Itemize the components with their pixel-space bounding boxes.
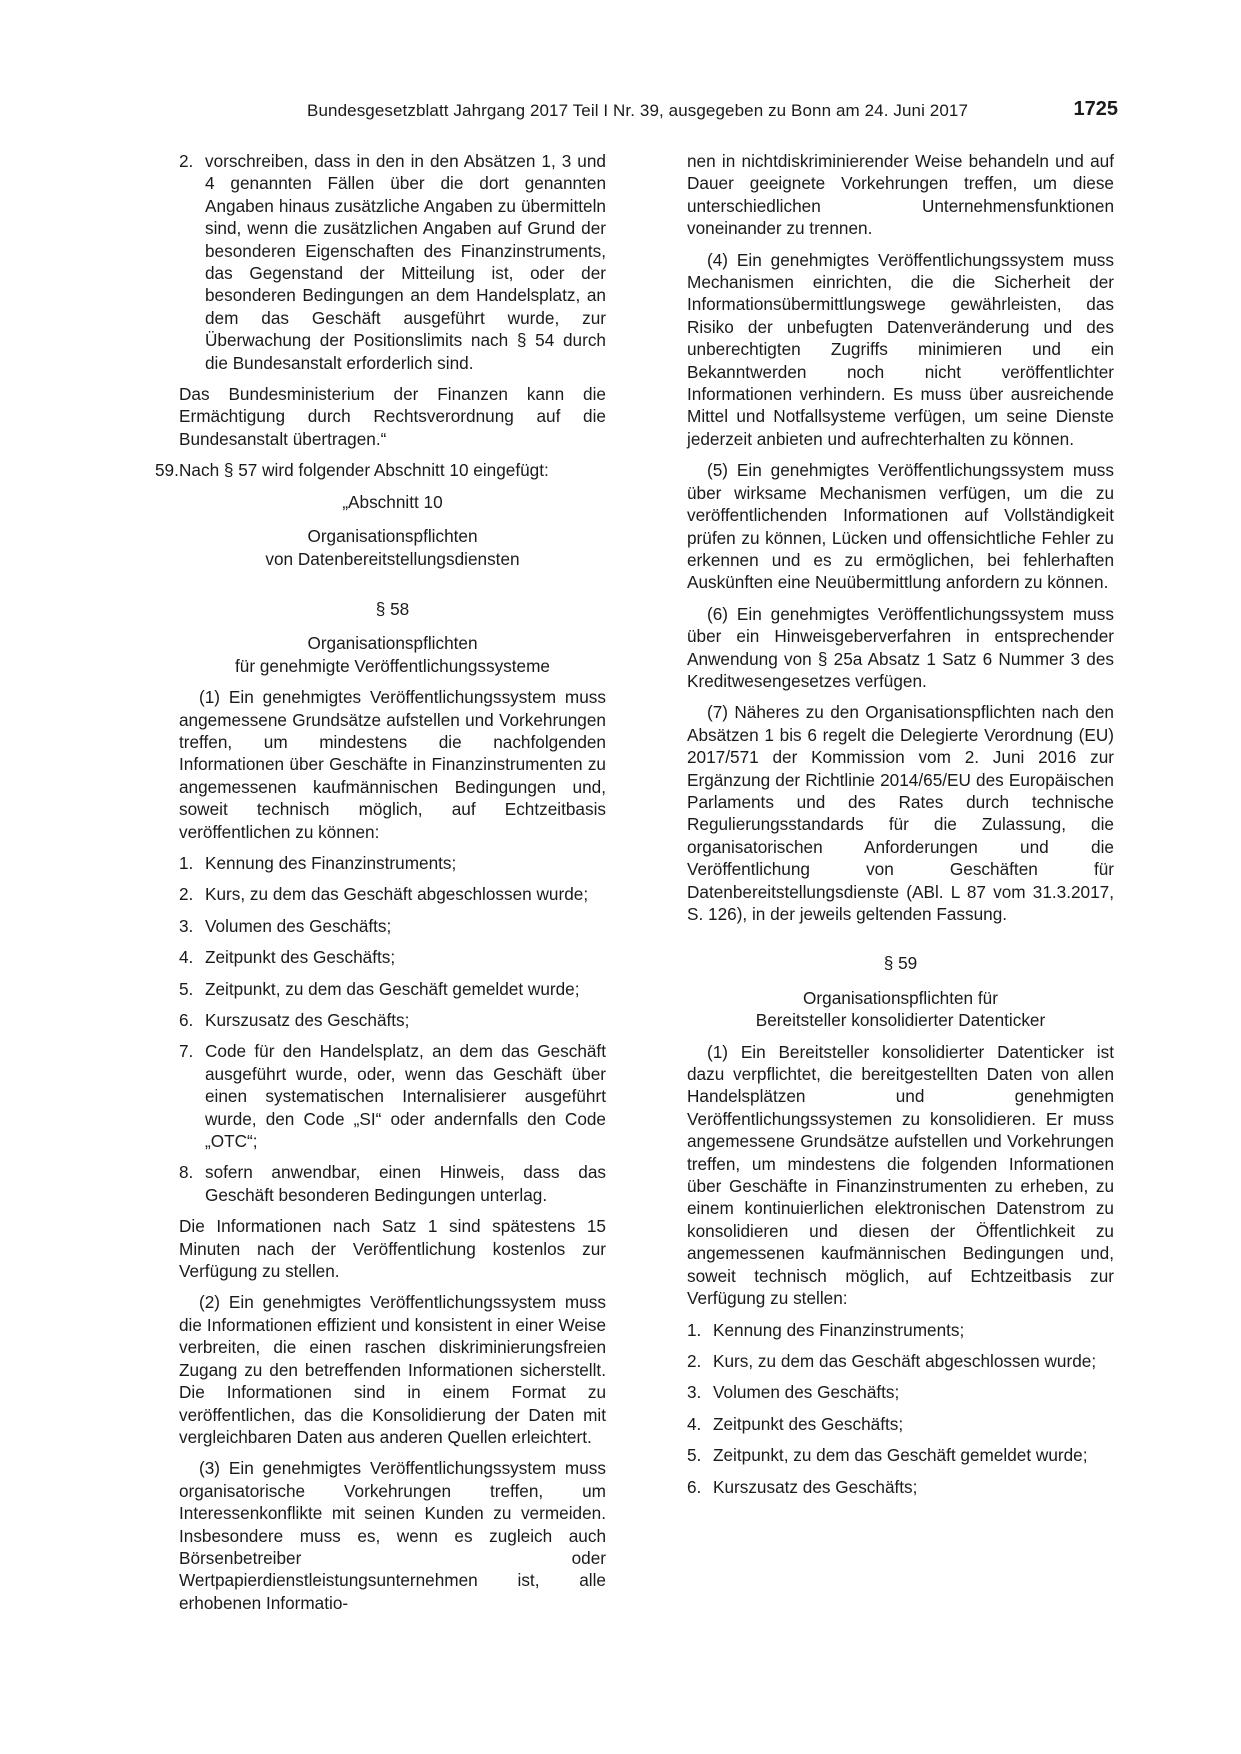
item-text: Zeitpunkt, zu dem das Geschäft gemeldet wurde;: [713, 1445, 1088, 1466]
page-number: 1725: [1073, 98, 1118, 120]
item-number: 7.: [179, 1041, 194, 1062]
item-number: 5.: [687, 1445, 702, 1466]
item-text: Code für den Handelsplatz, an dem das Geschäft ausgeführt wurde, oder, wenn das Geschäft über einen systematischen Internalisierer ausgeführt wurde, den Code „SI“ oder andernfalls den Code „OTC“;: [205, 1041, 606, 1152]
item-text: Zeitpunkt, zu dem das Geschäft gemeldet wurde;: [205, 978, 580, 999]
paragraph: nen in nichtdiskriminierender Weise behandeln und auf Dauer geeignete Vorkehrungen treffen, um diese unterschiedlichen Unternehmensfunktionen voneinander zu trennen.: [687, 151, 1114, 239]
paragraph: Die Informationen nach Satz 1 sind spätestens 15 Minuten nach der Veröffentlichung kostenlos zur Verfügung zu stellen.: [179, 1216, 606, 1282]
list-item: [687, 1413, 1114, 1435]
list-item: [687, 1476, 1114, 1498]
section-title: für genehmigte Veröffentlichungssysteme: [235, 655, 550, 676]
paragraph: (7) Näheres zu den Organisationspflichten nach den Absätzen 1 bis 6 regelt die Delegierte Verordnung (EU) 2017/571 der Kommission vom 2. Juni 2016 zur Ergänzung der Richtlinie 2014/65/EU des Europäischen Parlaments und des Rates durch technische Regulierungsstandards für die Zulassung, die organisatorischen Anforderungen und die Veröffentlichung von Geschäften für Datenbereitstellungsdienste (ABl. L 87 vom 31.3.2017, S. 126), in der jeweils geltenden Fassung.: [687, 702, 1114, 924]
item-text: vorschreiben, dass in den in den Absätzen 1, 3 und 4 genannten Fällen über die dort genannten Angaben hinaus zusätzliche Angaben zu übermitteln sind, wenn die zusätzlichen Angaben auf Grund der besonderen Eigenschaften des Finanzinstruments, das Gegenstand der Mitteilung ist, oder der besonderen Bedingungen an dem Handelsplatz, an dem das Geschäft ausgeführt wurde, zur Überwachung der Positionslimits nach § 54 durch die Bundesanstalt erforderlich sind.: [205, 151, 606, 373]
item-number: 4.: [179, 947, 194, 968]
item-text: Nach § 57 wird folgender Abschnitt 10 eingefügt:: [179, 460, 549, 481]
list-item: [179, 150, 606, 374]
list-item: [687, 1444, 1114, 1466]
right-column: [687, 150, 1114, 1507]
item-text: Zeitpunkt des Geschäfts;: [205, 947, 396, 968]
item-text: Kurszusatz des Geschäfts;: [205, 1010, 410, 1030]
list-item: [179, 946, 606, 968]
item-number: 5.: [179, 978, 194, 999]
paragraph: (2) Ein genehmigtes Veröffentlichungssystem muss die Informationen effizient und konsistent in einer Weise verbreiten, die einen raschen diskriminierungsfreien Zugang zu den betreffenden Informationen sicherstellt. Die Informationen sind in einem Format zu veröffentlichen, das die Konsolidierung der Daten mit vergleichbaren Daten aus anderen Quellen erleichtert.: [179, 1292, 606, 1447]
list-item: [687, 1381, 1114, 1403]
paragraph: (6) Ein genehmigtes Veröffentlichungssystem muss über ein Hinweisgeberverfahren in entsprechender Anwendung von § 25a Absatz 1 Satz 6 Nummer 3 des Kreditwesengesetzes verfügen.: [687, 603, 1114, 691]
item-number: 3.: [179, 915, 194, 936]
list-item: [179, 852, 606, 874]
section-title: Bereitsteller konsolidierter Datenticker: [755, 1010, 1046, 1031]
item-number: 6.: [179, 1010, 194, 1030]
item-text: Kurs, zu dem das Geschäft abgeschlossen wurde;: [713, 1350, 1097, 1371]
section-number: § 58: [375, 598, 410, 619]
item-text: Kennung des Finanzinstruments;: [713, 1319, 965, 1340]
item-text: Kennung des Finanzinstruments;: [205, 852, 457, 873]
list-item: [179, 1161, 606, 1206]
item-text: Kurs, zu dem das Geschäft abgeschlossen wurde;: [205, 884, 589, 905]
list-item: [179, 883, 606, 905]
paragraph: (1) Ein Bereitsteller konsolidierter Datenticker ist dazu verpflichtet, die bereitgestellten Daten von allen Handelsplätzen und genehmigten Veröffentlichungssystemen zu konsolidieren. Er muss angemessene Grundsätze aufstellen und Vorkehrungen treffen, um mindestens die folgenden Informationen über Geschäfte in Finanzinstrumenten zu erheben, zu einem kontinuierlichen elektronischen Datenstrom zu konsolidieren und diesen der Öffentlichkeit zu angemessenen kaufmännischen Bedingungen und, soweit technisch möglich, auf Echtzeitbasis zur Verfügung zu stellen:: [687, 1041, 1114, 1309]
item-number: 59.: [155, 460, 179, 481]
item-text: Kurszusatz des Geschäfts;: [713, 1476, 918, 1497]
list-item: [687, 1319, 1114, 1341]
list-item: [179, 1009, 606, 1031]
item-number: 1.: [687, 1319, 702, 1340]
page-header: [180, 98, 1118, 126]
item-text: Volumen des Geschäfts;: [205, 915, 392, 936]
item-number: 8.: [179, 1162, 194, 1183]
item-text: Volumen des Geschäfts;: [713, 1382, 900, 1403]
section-heading: [687, 952, 1114, 1031]
paragraph: (1) Ein genehmigtes Veröffentlichungssystem muss angemessene Grundsätze aufstellen und Vorkehrungen treffen, um mindestens die nachfolgenden Informationen über Geschäfte in Finanzinstrumenten zu angemessenen kaufmännischen Bedingungen und, soweit technisch möglich, auf Echtzeitbasis veröffentlichen zu können:: [179, 687, 606, 842]
paragraph: (5) Ein genehmigtes Veröffentlichungssystem muss über wirksame Mechanismen verfügen, um die zu veröffentlichenden Informationen auf Vollständigkeit prüfen zu können, Lücken und offensichtliche Fehler zu erkennen und es zu ermöglichen, bei fehlerhaften Auskünften eine Neuübermittlung anfordern zu können.: [687, 460, 1114, 593]
left-column: [155, 150, 606, 1623]
header-title: Bundesgesetzblatt Jahrgang 2017 Teil I Nr. 39, ausgegeben zu Bonn am 24. Juni 2017: [307, 101, 968, 120]
item-text: sofern anwendbar, einen Hinweis, dass das Geschäft besonderen Bedingungen unterlag.: [205, 1162, 606, 1205]
abschnitt-title: von Datenbereitstellungsdiensten: [265, 548, 520, 569]
item-number: 1.: [179, 852, 194, 873]
item-number: 6.: [687, 1476, 702, 1497]
section-title: Organisationspflichten für: [803, 987, 998, 1008]
item-text: Zeitpunkt des Geschäfts;: [713, 1413, 904, 1434]
paragraph: (3) Ein genehmigtes Veröffentlichungssystem muss organisatorische Vorkehrungen treffen, um Interessenkonflikte mit seinen Kunden zu vermeiden. Insbesondere muss es, wenn es zugleich auch Börsenbetreiber oder Wertpapierdienstleistungsunternehmen ist, alle erhobenen Informatio-: [179, 1458, 606, 1613]
item-number: 2.: [687, 1350, 702, 1371]
section-title: Organisationspflichten: [307, 633, 478, 654]
item-number: 4.: [687, 1413, 702, 1434]
list-item: [179, 978, 606, 1000]
list-item: [179, 915, 606, 937]
abschnitt-label: „Abschnitt 10: [342, 491, 443, 512]
item-number: 2.: [179, 884, 194, 905]
list-item: [687, 1350, 1114, 1372]
item-number: 3.: [687, 1382, 702, 1403]
section-heading: [179, 491, 606, 677]
section-number: § 59: [883, 953, 918, 974]
list-item: [155, 459, 606, 481]
abschnitt-title: Organisationspflichten: [307, 526, 478, 547]
item-number: 2.: [179, 151, 194, 171]
list-item: [179, 1040, 606, 1152]
paragraph: Das Bundesministerium der Finanzen kann die Ermächtigung durch Rechtsverordnung auf die Bundesanstalt übertragen.“: [179, 384, 606, 449]
paragraph: (4) Ein genehmigtes Veröffentlichungssystem muss Mechanismen einrichten, die die Sicherheit der Informationsübermittlungswege gewährleisten, das Risiko der unbefugten Datenveränderung und des unberechtigten Zugriffs minimieren und ein Bekanntwerden noch nicht veröffentlichter Informationen verhindern. Es muss über ausreichende Mittel und Notfallsysteme verfügen, um seine Dienste jederzeit anbieten und aufrechterhalten zu können.: [687, 249, 1114, 449]
